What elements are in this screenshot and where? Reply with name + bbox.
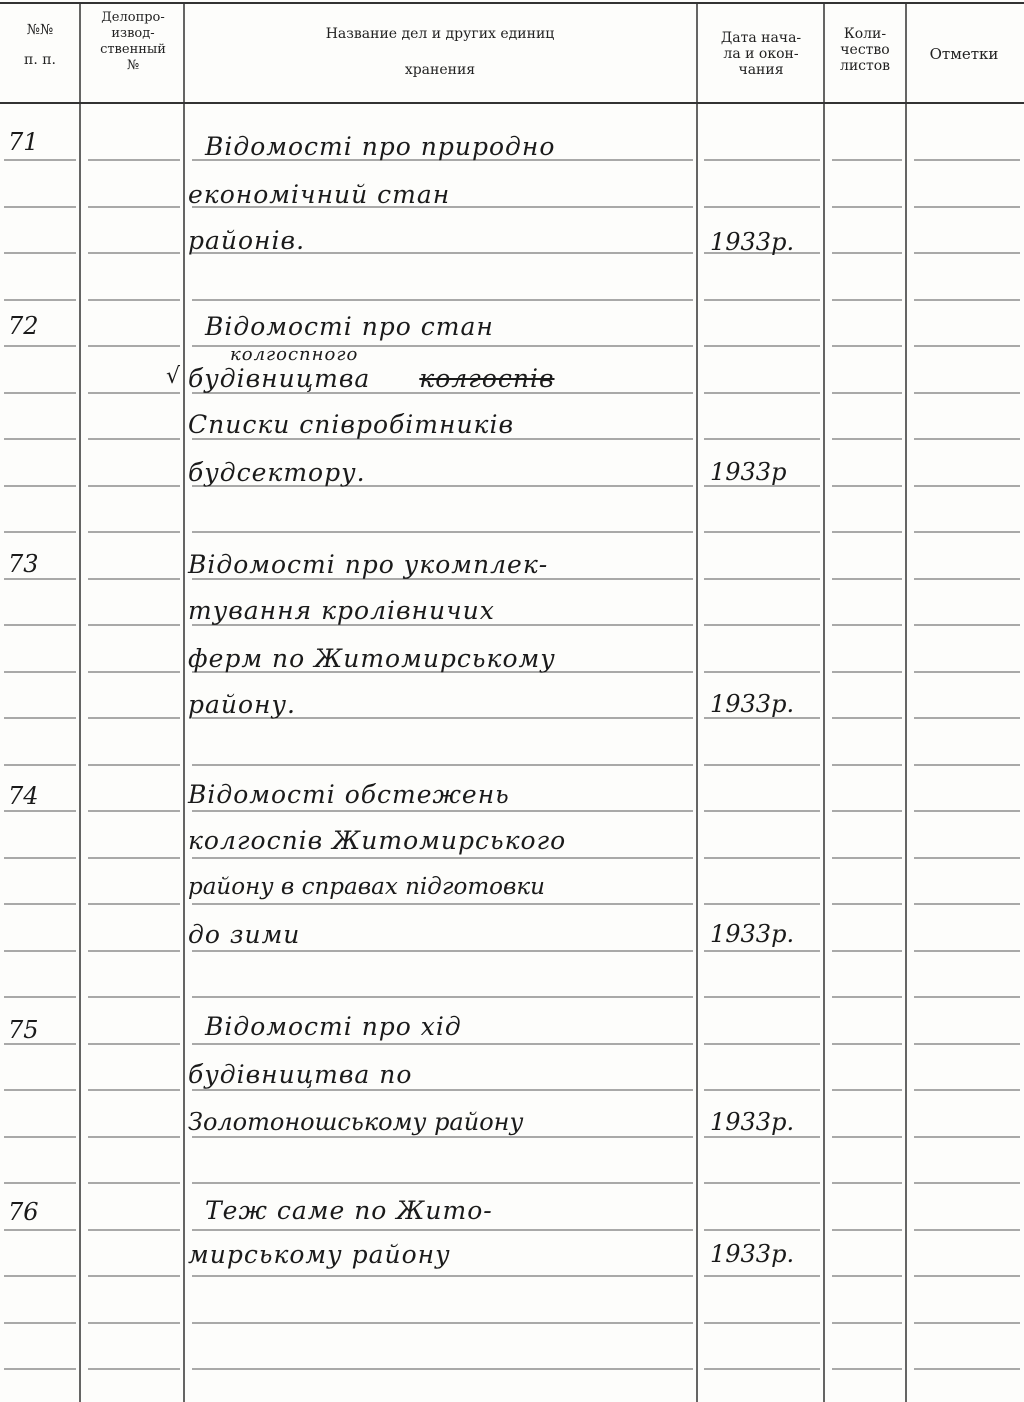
entry-number: 76 — [8, 1198, 39, 1226]
entry-title-fragment: будівництва — [188, 364, 371, 393]
entry-date: 1933р. — [710, 1108, 795, 1136]
entry-title-line: будівництва по — [188, 1060, 413, 1089]
entry-number: 74 — [8, 782, 39, 810]
checkmark: √ — [166, 364, 181, 389]
entry-number: 75 — [8, 1016, 39, 1044]
header-dates-column: Дата нача- ла и окон- чания — [720, 30, 802, 78]
entry-title-line: району. — [188, 690, 296, 719]
entry-date: 1933р. — [710, 1240, 795, 1268]
entry-title-line: Відомості про укомплек- — [188, 550, 549, 579]
header-num-column: №№ п. п. — [23, 22, 56, 68]
entry-title-line: Відомості про хід — [205, 1012, 462, 1041]
entry-title-line: ферм по Житомирському — [188, 644, 556, 673]
entry-title-line: району в справах підготовки — [188, 874, 545, 900]
entry-number: 72 — [8, 312, 39, 340]
entry-date: 1933р. — [710, 920, 795, 948]
entry-title-line: до зими — [188, 920, 301, 949]
entry-title-line: Відомості обстежень — [188, 780, 510, 809]
entry-title-line: Відомості про стан — [205, 312, 494, 341]
entry-title-line — [188, 364, 698, 393]
entry-title-line-insert: колгоспного — [230, 344, 359, 365]
entry-title-line: мирському району — [188, 1240, 451, 1269]
entry-title-line: Теж саме по Жито- — [205, 1196, 493, 1225]
entry-number: 73 — [8, 550, 39, 578]
entry-title-line: Золотоношському району — [188, 1108, 524, 1136]
entry-title-line: будсектору. — [188, 458, 366, 487]
entry-title-line: економічний стан — [188, 180, 451, 209]
entry-number: 71 — [8, 128, 39, 156]
entry-date: 1933р. — [710, 228, 795, 256]
entry-title-line: тування кролівничих — [188, 596, 495, 625]
header-notes-column: Отметки — [929, 45, 999, 63]
entry-title-line: Відомості про природно — [205, 132, 556, 161]
entry-title-line: районів. — [188, 226, 306, 255]
entry-date: 1933р. — [710, 690, 795, 718]
header-title-column: Название дел и других единиц хранения — [325, 26, 555, 78]
entry-title-line: Списки співробітників — [188, 410, 515, 439]
struck-word: колгоспів — [419, 364, 555, 393]
header-sheet-count-column: Коли- чество листов — [839, 26, 891, 74]
entry-title-line: колгоспів Житомирського — [188, 826, 567, 855]
entry-date: 1933р — [710, 458, 787, 486]
header-office-number-column: Делопро- извод- ственный № — [100, 10, 166, 73]
